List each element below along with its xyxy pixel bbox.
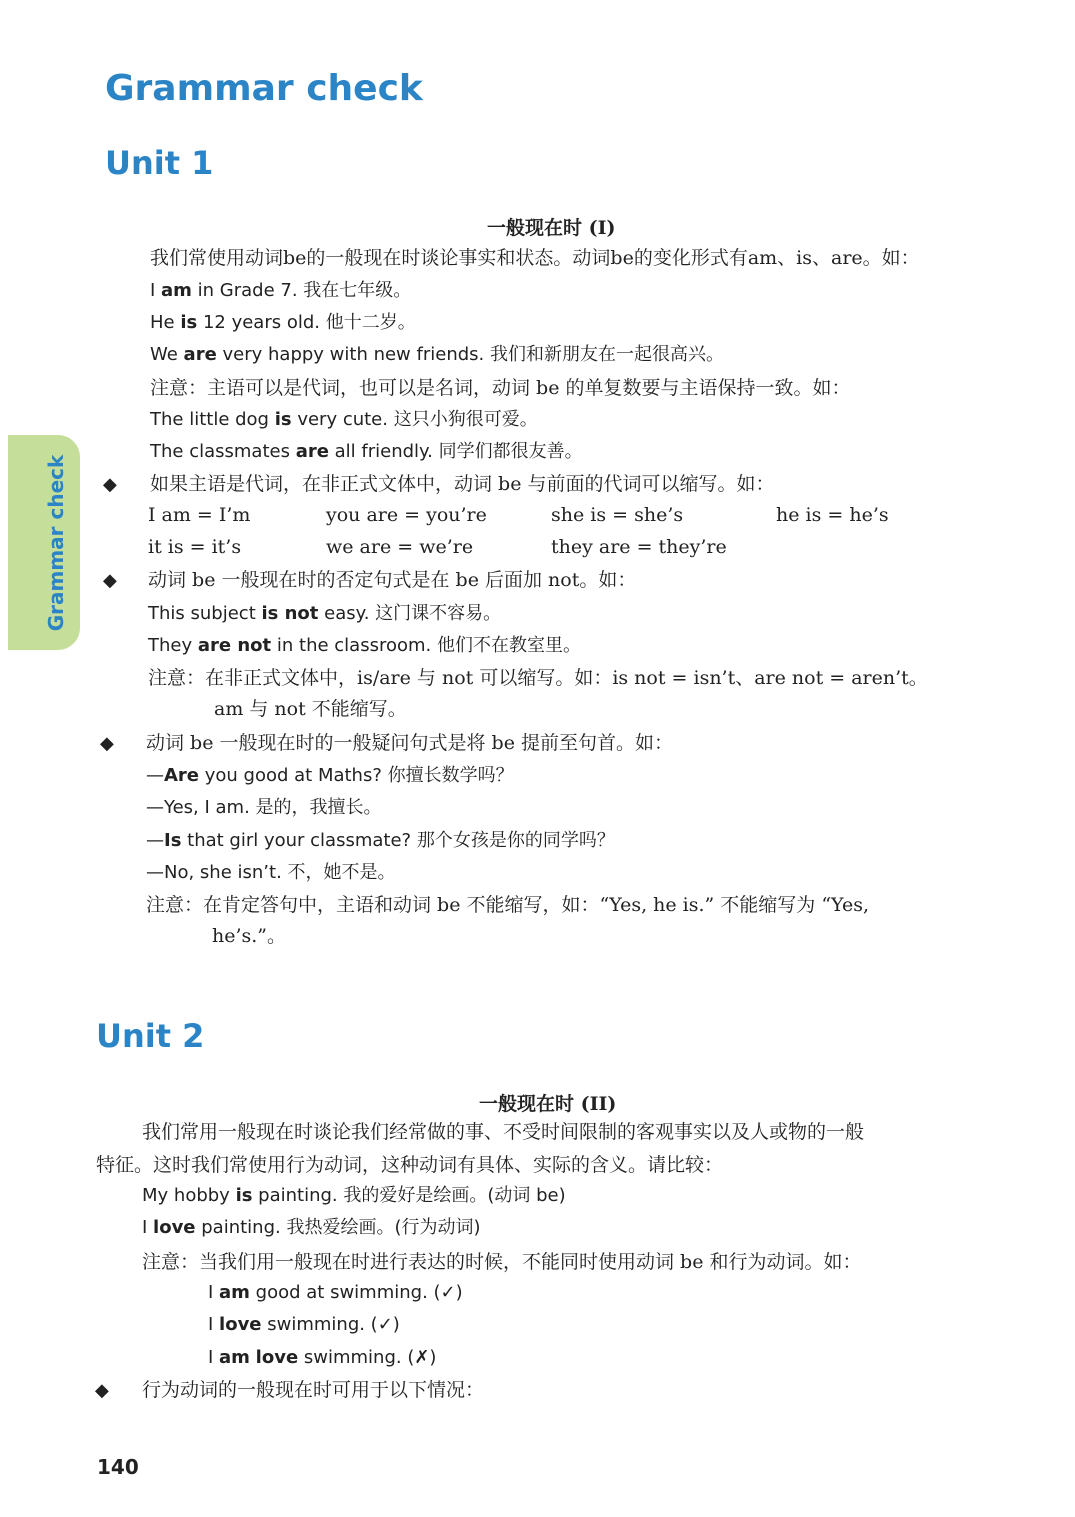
note-line: 注意：主语可以是代词，也可以是名词，动词 be 的单复数要与主语保持一致。如： [150, 377, 851, 399]
point-line: 行为动词的一般现在时可用于以下情况： [142, 1379, 485, 1401]
example-line: I am good at swimming. (✓) [208, 1282, 463, 1303]
example-line: —Yes, I am. 是的，我擅长。 [146, 797, 382, 818]
contraction-item: he is = he’s [776, 504, 889, 526]
contraction-item: I am = I’m [148, 504, 251, 526]
example-line: —Are you good at Maths? 你擅长数学吗？ [146, 765, 514, 786]
example-line: This subject is not easy. 这门课不容易。 [148, 603, 502, 624]
bullet-diamond: ◆ [100, 733, 114, 754]
side-tab-label: Grammar check [44, 454, 68, 632]
example-line: I love swimming. (✓) [208, 1314, 400, 1335]
unit1-intro: 我们常使用动词be的一般现在时谈论事实和状态。动词be的变化形式有am、is、are。如： [150, 247, 920, 269]
example-line: I am in Grade 7. 我在七年级。 [150, 280, 412, 301]
unit2-intro: 特征。这时我们常使用行为动词，这种动词有具体、实际的含义。请比较： [96, 1154, 724, 1176]
example-line: —No, she isn’t. 不，她不是。 [146, 862, 396, 883]
note-line: am 与 not 不能缩写。 [214, 698, 407, 720]
example-line: The classmates are all friendly. 同学们都很友善。 [150, 441, 583, 462]
point-line: 动词 be 一般现在时的否定句式是在 be 后面加 not。如： [148, 569, 637, 591]
contraction-item: you are = you’re [326, 504, 487, 526]
contraction-item: we are = we’re [326, 536, 474, 558]
example-line: I love painting. 我热爱绘画。(行为动词) [142, 1217, 481, 1238]
unit2-heading: Unit 2 [96, 1017, 205, 1055]
note-line: 注意：在肯定答句中，主语和动词 be 不能缩写，如：“Yes, he is.” 不能缩写为 “Yes, [146, 894, 869, 916]
example-line: They are not in the classroom. 他们不在教室里。 [148, 635, 581, 656]
page-number: 140 [97, 1455, 139, 1479]
bullet-diamond: ◆ [103, 570, 117, 591]
unit2-subtitle: 一般现在时 (II) [479, 1093, 617, 1115]
unit1-subtitle: 一般现在时 (I) [487, 217, 616, 239]
unit1-heading: Unit 1 [105, 144, 214, 182]
point-line: 动词 be 一般现在时的一般疑问句式是将 be 提前至句首。如： [146, 732, 673, 754]
unit2-intro: 我们常用一般现在时谈论我们经常做的事、不受时间限制的客观事实以及人或物的一般 [142, 1121, 865, 1143]
example-line: The little dog is very cute. 这只小狗很可爱。 [150, 409, 538, 430]
example-line: My hobby is painting. 我的爱好是绘画。(动词 be) [142, 1185, 566, 1206]
bullet-diamond: ◆ [95, 1380, 109, 1401]
page-title: Grammar check [105, 68, 423, 109]
note-line: 注意：在非正式文体中，is/are 与 not 可以缩写。如：is not = isn’t、are not = aren’t。 [148, 667, 928, 689]
example-line: He is 12 years old. 他十二岁。 [150, 312, 416, 333]
example-line: I am love swimming. (✗) [208, 1347, 437, 1368]
contraction-item: it is = it’s [148, 536, 242, 558]
contraction-item: she is = she’s [551, 504, 684, 526]
contraction-item: they are = they’re [551, 536, 727, 558]
note-line: 注意：当我们用一般现在时进行表达的时候，不能同时使用动词 be 和行为动词。如： [142, 1251, 862, 1273]
example-line: —Is that girl your classmate? 那个女孩是你的同学吗？ [146, 830, 615, 851]
point-line: 如果主语是代词，在非正式文体中，动词 be 与前面的代词可以缩写。如： [150, 473, 775, 495]
example-line: We are very happy with new friends. 我们和新朋友在一起很高兴。 [150, 344, 724, 365]
note-line: he’s.”。 [212, 925, 287, 947]
bullet-diamond: ◆ [103, 474, 117, 495]
